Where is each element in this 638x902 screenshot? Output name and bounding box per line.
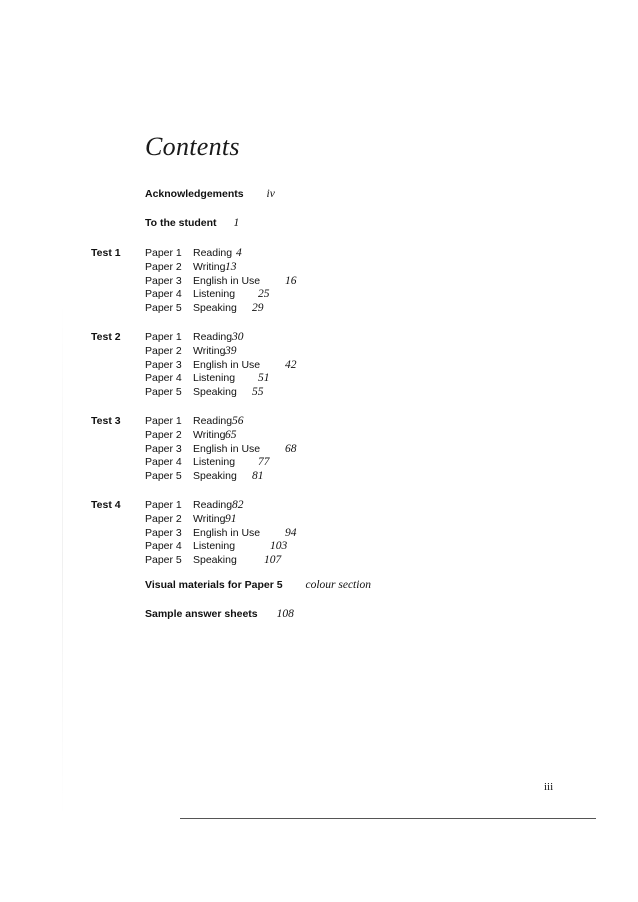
paper-page-number: 4 bbox=[236, 247, 242, 259]
paper-skill: Listening bbox=[193, 540, 236, 553]
paper-number: Paper 1 bbox=[145, 415, 182, 427]
paper-number: Paper 5 bbox=[145, 554, 182, 567]
paper-skill: English in Use bbox=[193, 442, 261, 455]
paper-page-number: 94 bbox=[285, 526, 297, 539]
paper-skill: Listening bbox=[193, 372, 236, 385]
paper-skill: Reading bbox=[193, 331, 233, 343]
paper-skill: English in Use bbox=[193, 358, 261, 371]
paper-number: Paper 2 bbox=[145, 512, 182, 525]
paper-page-number: 77 bbox=[258, 456, 270, 469]
toc-entry-label: Visual materials for Paper 5 bbox=[145, 579, 283, 591]
paper-skill: Listening bbox=[193, 456, 236, 469]
toc-entry-label: To the student bbox=[145, 217, 217, 229]
paper-page-number: 82 bbox=[232, 499, 244, 511]
test-label: Test 4 bbox=[91, 499, 121, 511]
paper-number: Paper 4 bbox=[145, 288, 182, 301]
paper-skill: Speaking bbox=[193, 386, 237, 399]
paper-page-number: 30 bbox=[232, 331, 244, 343]
toc-entry-page: 108 bbox=[276, 608, 294, 620]
paper-skill: Speaking bbox=[193, 554, 237, 567]
test-label: Test 2 bbox=[91, 331, 121, 343]
test-label: Test 1 bbox=[91, 247, 121, 259]
paper-number: Paper 1 bbox=[145, 499, 182, 511]
paper-number: Paper 1 bbox=[145, 247, 182, 259]
paper-skill: English in Use bbox=[193, 274, 261, 287]
toc-entry-acknowledgements[interactable] bbox=[145, 188, 275, 200]
paper-number: Paper 5 bbox=[145, 386, 182, 399]
paper-page-number: 42 bbox=[285, 358, 297, 371]
paper-page-number: 56 bbox=[232, 415, 244, 427]
paper-number: Paper 4 bbox=[145, 540, 182, 553]
paper-skill: Speaking bbox=[193, 302, 237, 315]
paper-number: Paper 3 bbox=[145, 274, 182, 287]
paper-skill: Speaking bbox=[193, 470, 237, 483]
toc-entry-sample-answer-sheets[interactable] bbox=[145, 608, 294, 620]
page-title: Contents bbox=[145, 132, 240, 161]
paper-page-number: 29 bbox=[252, 302, 264, 315]
toc-entry-label: Sample answer sheets bbox=[145, 608, 258, 620]
paper-page-number: 81 bbox=[252, 470, 264, 483]
paper-number: Paper 2 bbox=[145, 260, 182, 273]
paper-page-number: 103 bbox=[270, 540, 288, 553]
toc-entry-to-the-student[interactable] bbox=[145, 217, 239, 229]
paper-page-number: 107 bbox=[264, 554, 282, 567]
paper-page-number: 65 bbox=[225, 428, 237, 441]
paper-skill: Reading bbox=[193, 247, 233, 259]
paper-number: Paper 1 bbox=[145, 331, 182, 343]
paper-number: Paper 5 bbox=[145, 470, 182, 483]
paper-number: Paper 3 bbox=[145, 526, 182, 539]
paper-page-number: 16 bbox=[285, 274, 297, 287]
paper-skill: Writing bbox=[193, 344, 226, 357]
toc-entry-visual-materials[interactable] bbox=[145, 579, 371, 591]
paper-skill: Listening bbox=[193, 288, 236, 301]
paper-page-number: 91 bbox=[225, 512, 237, 525]
bottom-rule bbox=[180, 818, 596, 819]
paper-skill: Reading bbox=[193, 415, 233, 427]
toc-entry-page: 1 bbox=[233, 217, 240, 229]
paper-skill: Reading bbox=[193, 499, 233, 511]
toc-entry-label: Acknowledgements bbox=[145, 188, 244, 200]
paper-number: Paper 3 bbox=[145, 442, 182, 455]
paper-number: Paper 4 bbox=[145, 456, 182, 469]
paper-page-number: 68 bbox=[285, 442, 297, 455]
page-edge-shadow bbox=[62, 300, 63, 820]
toc-entry-page: colour section bbox=[305, 579, 371, 591]
paper-number: Paper 3 bbox=[145, 358, 182, 371]
paper-page-number: 13 bbox=[225, 260, 237, 273]
paper-number: Paper 2 bbox=[145, 344, 182, 357]
paper-number: Paper 2 bbox=[145, 428, 182, 441]
paper-number: Paper 5 bbox=[145, 302, 182, 315]
paper-page-number: 55 bbox=[252, 386, 264, 399]
paper-skill: English in Use bbox=[193, 526, 261, 539]
test-label: Test 3 bbox=[91, 415, 121, 427]
toc-entry-page: iv bbox=[266, 188, 275, 200]
paper-skill: Writing bbox=[193, 512, 226, 525]
paper-page-number: 39 bbox=[225, 344, 237, 357]
paper-skill: Writing bbox=[193, 260, 226, 273]
paper-skill: Writing bbox=[193, 428, 226, 441]
paper-page-number: 25 bbox=[258, 288, 270, 301]
page-number: iii bbox=[544, 781, 554, 793]
paper-number: Paper 4 bbox=[145, 372, 182, 385]
paper-page-number: 51 bbox=[258, 372, 270, 385]
